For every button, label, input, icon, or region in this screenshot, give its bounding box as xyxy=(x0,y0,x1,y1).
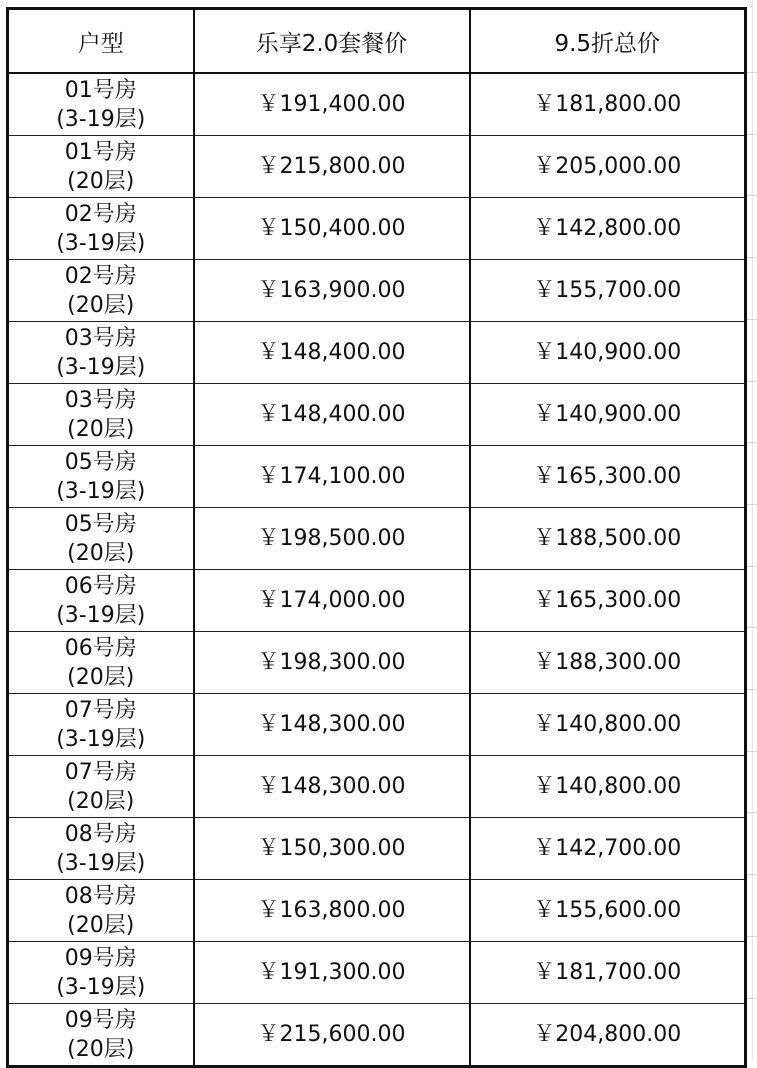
unit-type-cell xyxy=(8,942,194,1004)
floor-range: (20层) xyxy=(67,1036,135,1062)
floor-range: (20层) xyxy=(67,292,135,318)
unit-type-cell xyxy=(8,198,194,260)
floor-range: (3-19层) xyxy=(56,230,146,256)
unit-number: 09号房 xyxy=(64,1007,137,1033)
unit-type-cell xyxy=(8,260,194,322)
unit-type-cell xyxy=(8,880,194,942)
unit-number: 03号房 xyxy=(64,325,137,351)
unit-number: 03号房 xyxy=(64,387,137,413)
unit-type-cell xyxy=(8,73,194,136)
price-table xyxy=(6,7,747,1068)
package-price-cell: ￥174,000.00 xyxy=(194,570,470,632)
table-row xyxy=(8,384,746,446)
unit-type-cell xyxy=(8,508,194,570)
package-price-cell: ￥148,400.00 xyxy=(194,384,470,446)
package-price-cell: ￥215,800.00 xyxy=(194,136,470,198)
discount-price-cell: ￥165,300.00 xyxy=(470,570,746,632)
discount-price-cell: ￥181,700.00 xyxy=(470,942,746,1004)
package-price-cell: ￥163,800.00 xyxy=(194,880,470,942)
package-price-cell: ￥198,300.00 xyxy=(194,632,470,694)
unit-type-cell xyxy=(8,818,194,880)
unit-number: 01号房 xyxy=(64,77,137,103)
discount-price-cell: ￥181,800.00 xyxy=(470,73,746,136)
unit-number: 02号房 xyxy=(64,201,137,227)
header-package-price: 乐享2.0套餐价 xyxy=(194,9,470,74)
header-row xyxy=(8,9,746,74)
package-price-cell: ￥191,400.00 xyxy=(194,73,470,136)
unit-number: 08号房 xyxy=(64,883,137,909)
unit-type-cell xyxy=(8,446,194,508)
discount-price-cell: ￥188,300.00 xyxy=(470,632,746,694)
package-price-cell: ￥215,600.00 xyxy=(194,1004,470,1067)
unit-number: 05号房 xyxy=(64,449,137,475)
floor-range: (20层) xyxy=(67,416,135,442)
discount-price-cell: ￥155,600.00 xyxy=(470,880,746,942)
discount-price-cell: ￥142,700.00 xyxy=(470,818,746,880)
header-unit-type: 户型 xyxy=(8,9,194,74)
floor-range: (20层) xyxy=(67,664,135,690)
floor-range: (20层) xyxy=(67,912,135,938)
floor-range: (3-19层) xyxy=(56,974,146,1000)
table-row xyxy=(8,942,746,1004)
unit-type-cell xyxy=(8,136,194,198)
floor-range: (3-19层) xyxy=(56,354,146,380)
discount-price-cell: ￥204,800.00 xyxy=(470,1004,746,1067)
package-price-cell: ￥150,300.00 xyxy=(194,818,470,880)
package-price-cell: ￥191,300.00 xyxy=(194,942,470,1004)
unit-type-cell xyxy=(8,384,194,446)
unit-number: 06号房 xyxy=(64,573,137,599)
discount-price-cell: ￥155,700.00 xyxy=(470,260,746,322)
floor-range: (3-19层) xyxy=(56,106,146,132)
unit-type-cell xyxy=(8,570,194,632)
unit-type-cell xyxy=(8,694,194,756)
table-row xyxy=(8,73,746,136)
discount-price-cell: ￥140,800.00 xyxy=(470,756,746,818)
discount-price-cell: ￥140,800.00 xyxy=(470,694,746,756)
unit-number: 05号房 xyxy=(64,511,137,537)
package-price-cell: ￥163,900.00 xyxy=(194,260,470,322)
floor-range: (20层) xyxy=(67,788,135,814)
floor-range: (3-19层) xyxy=(56,726,146,752)
table-row xyxy=(8,446,746,508)
discount-price-cell: ￥188,500.00 xyxy=(470,508,746,570)
table-row xyxy=(8,260,746,322)
discount-price-cell: ￥165,300.00 xyxy=(470,446,746,508)
unit-number: 02号房 xyxy=(64,263,137,289)
floor-range: (20层) xyxy=(67,168,135,194)
package-price-cell: ￥150,400.00 xyxy=(194,198,470,260)
package-price-cell: ￥174,100.00 xyxy=(194,446,470,508)
table-row xyxy=(8,880,746,942)
discount-price-cell: ￥142,800.00 xyxy=(470,198,746,260)
gridline-vertical xyxy=(752,0,753,1061)
table-row xyxy=(8,818,746,880)
unit-type-cell xyxy=(8,632,194,694)
floor-range: (3-19层) xyxy=(56,602,146,628)
floor-range: (3-19层) xyxy=(56,478,146,504)
unit-number: 07号房 xyxy=(64,697,137,723)
unit-number: 08号房 xyxy=(64,821,137,847)
unit-type-cell xyxy=(8,322,194,384)
table-row xyxy=(8,198,746,260)
discount-price-cell: ￥205,000.00 xyxy=(470,136,746,198)
unit-number: 06号房 xyxy=(64,635,137,661)
unit-number: 09号房 xyxy=(64,945,137,971)
discount-price-cell: ￥140,900.00 xyxy=(470,322,746,384)
discount-price-cell: ￥140,900.00 xyxy=(470,384,746,446)
floor-range: (20层) xyxy=(67,540,135,566)
table-row xyxy=(8,136,746,198)
table-row xyxy=(8,322,746,384)
table-row xyxy=(8,694,746,756)
table-row xyxy=(8,756,746,818)
package-price-cell: ￥148,300.00 xyxy=(194,756,470,818)
unit-type-cell xyxy=(8,756,194,818)
unit-type-cell xyxy=(8,1004,194,1067)
table-row xyxy=(8,570,746,632)
package-price-cell: ￥148,400.00 xyxy=(194,322,470,384)
unit-number: 01号房 xyxy=(64,139,137,165)
floor-range: (3-19层) xyxy=(56,850,146,876)
table-row xyxy=(8,632,746,694)
unit-number: 07号房 xyxy=(64,759,137,785)
table-body xyxy=(8,73,746,1067)
package-price-cell: ￥198,500.00 xyxy=(194,508,470,570)
table-row xyxy=(8,508,746,570)
package-price-cell: ￥148,300.00 xyxy=(194,694,470,756)
table-row xyxy=(8,1004,746,1067)
header-discount-price: 9.5折总价 xyxy=(470,9,746,74)
